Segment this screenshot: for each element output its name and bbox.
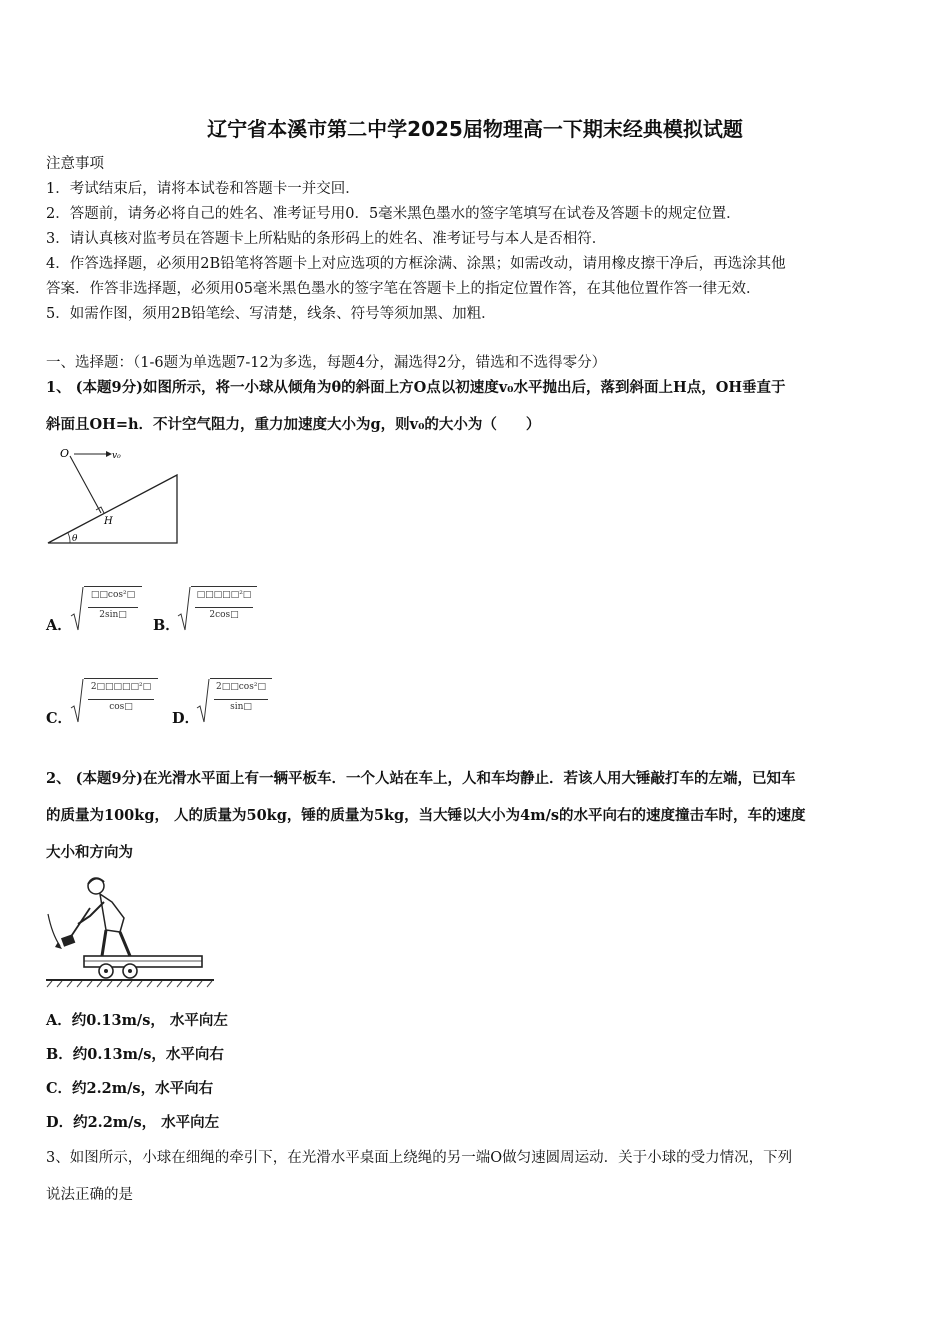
notice-item: 4．作答选择题，必须用2B铅笔将答题卡上对应选项的方框涂满、涂黑；如需改动，请用橡皮擦干净后，再选涂其他 [46, 256, 786, 272]
swing-arc [48, 914, 60, 946]
q2-cart-figure [44, 872, 216, 988]
q2-option-b[interactable]: B．约0.13m/s，水平向右 [46, 1046, 224, 1063]
notice-item: 5．如需作图，须用2B铅笔绘、写清楚，线条、符号等须加黑、加粗． [46, 306, 496, 322]
notice-heading: 注意事项 [46, 156, 104, 172]
q1-option-a-formula: □□cos²□ 2sin□ [84, 586, 142, 627]
q1-text-line1: 1、 (本题9分)如图所示，将一小球从倾角为θ的斜面上方O点以初速度v₀水平抛出后，落到斜面上H点，OH垂直于 [46, 379, 786, 396]
q2-text-line1: 2、 (本题9分)在光滑水平面上有一辆平板车．一个人站在车上，人和车均静止．若该人用大锤敲打车的左端，已知车 [46, 770, 796, 787]
q2-option-a[interactable]: A．约0.13m/s， 水平向左 [46, 1012, 228, 1029]
q1-option-c-label[interactable]: C． [46, 710, 73, 727]
section-heading: 一、选择题：（1-6题为单选题7-12为多选，每题4分，漏选得2分，错选和不选得零分） [46, 355, 607, 371]
notice-item: 答案．作答非选择题，必须用05毫米黑色墨水的签字笔在答题卡上的指定位置作答，在其他位置作答一律无效． [46, 281, 761, 297]
q1-option-b-label[interactable]: B． [153, 617, 180, 634]
sqrt-icon [177, 586, 191, 632]
label-v0: v₀ [112, 451, 121, 461]
label-theta: θ [72, 534, 78, 544]
hammer-head-icon [61, 934, 75, 947]
incline-triangle [48, 475, 177, 543]
label-h: H [104, 516, 113, 527]
q1-option-d-formula: 2□□cos²□ sin□ [210, 678, 272, 719]
q1-text-line2: 斜面且OH=h．不计空气阻力，重力加速度大小为g，则v₀的大小为（ ） [46, 416, 541, 433]
ground-hatch [47, 981, 212, 987]
q1-option-a-label[interactable]: A． [46, 617, 72, 634]
q1-incline-figure [44, 442, 184, 548]
q1-option-d-label[interactable]: D． [172, 710, 200, 727]
q2-text-line3: 大小和方向为 [46, 844, 133, 861]
hammer-handle [70, 908, 90, 938]
label-o: O [60, 447, 70, 460]
q3-text-line2: 说法正确的是 [46, 1187, 133, 1203]
sqrt-icon [70, 678, 84, 724]
notice-item: 3．请认真核对监考员在答题卡上所粘贴的条形码上的姓名、准考证号与本人是否相符． [46, 231, 607, 247]
sqrt-icon [196, 678, 210, 724]
notice-item: 2．答题前，请务必将自己的姓名、准考证号用0．5毫米黑色墨水的签字笔填写在试卷及答题卡的规定位置． [46, 206, 741, 222]
q1-option-c-formula: 2□□□□□²□ cos□ [84, 678, 158, 719]
q3-text-line1: 3、如图所示，小球在细绳的牵引下，在光滑水平桌面上绕绳的另一端O做匀速圆周运动．关于小球的受力情况，下列 [46, 1150, 793, 1166]
sqrt-icon [70, 586, 84, 632]
q2-option-c[interactable]: C．约2.2m/s，水平向右 [46, 1080, 214, 1097]
notice-item: 1．考试结束后，请将本试卷和答题卡一并交回． [46, 181, 360, 197]
page-title: 辽宁省本溪市第二中学2025届物理高一下期末经典模拟试题 [207, 117, 743, 141]
person-torso [100, 894, 124, 932]
person-legs [102, 930, 130, 956]
q2-text-line2: 的质量为100kg， 人的质量为50kg，锤的质量为5kg，当大锤以大小为4m/s的水平向右的速度撞击车时，车的速度 [46, 807, 806, 824]
q1-option-b-formula: □□□□□²□ 2cos□ [191, 586, 257, 627]
q2-option-d[interactable]: D．约2.2m/s， 水平向左 [46, 1114, 220, 1131]
theta-arc [68, 533, 70, 543]
oh-line [70, 456, 101, 513]
